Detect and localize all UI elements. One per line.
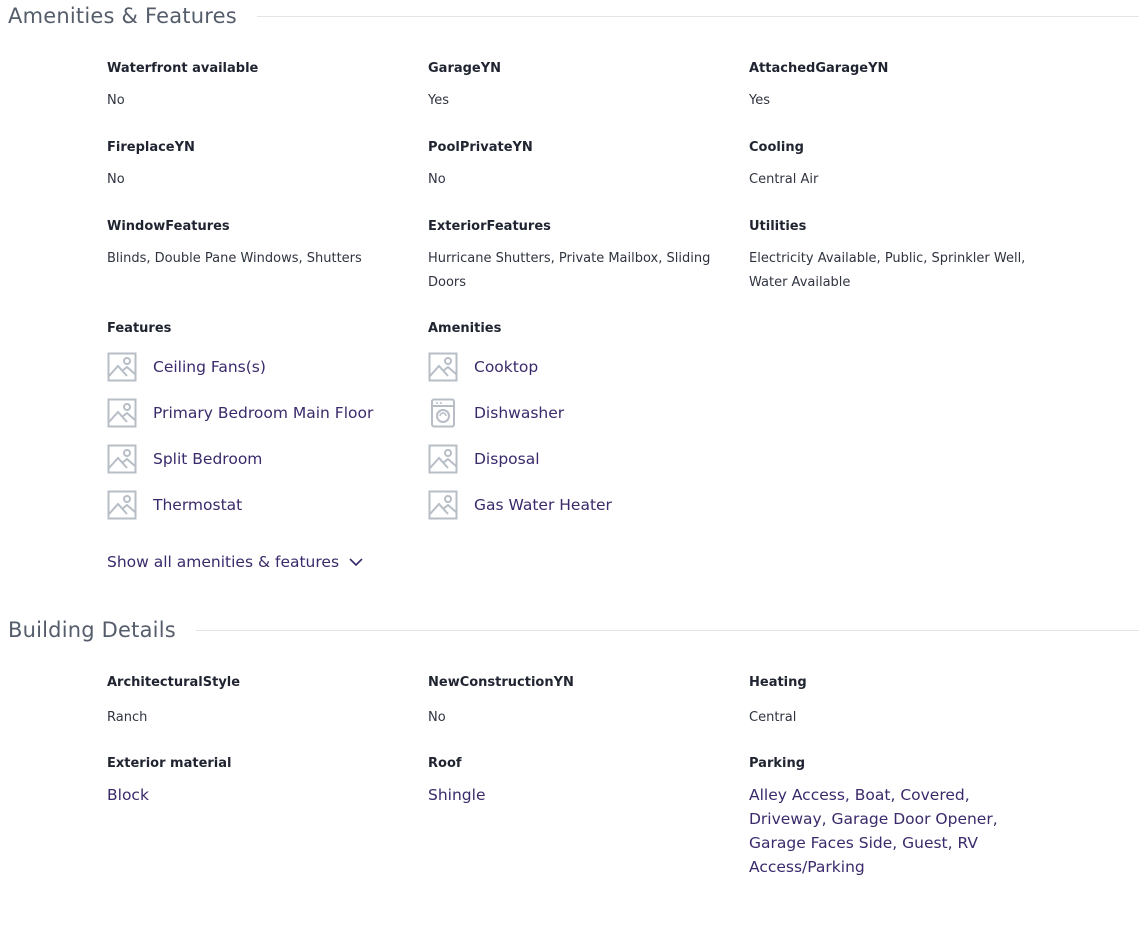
list-item [428, 491, 749, 519]
list-item [428, 445, 749, 473]
exterior-material-link[interactable]: Block [107, 786, 149, 804]
field-label: Heating [749, 675, 807, 690]
field-exterior-features [428, 218, 749, 320]
empty-cell [749, 320, 1070, 537]
field-label: Waterfront available [107, 61, 259, 76]
image-placeholder-icon [107, 352, 137, 382]
amenity-label: Cooktop [474, 358, 539, 376]
image-placeholder-icon [428, 444, 458, 474]
field-label: Utilities [749, 219, 807, 234]
field-waterfront [107, 60, 428, 139]
list-item [428, 399, 749, 427]
field-label: Roof [428, 756, 462, 771]
amenities-list [428, 353, 749, 519]
field-label: PoolPrivateYN [428, 140, 533, 155]
dishwasher-icon [428, 398, 458, 428]
field-value: No [107, 172, 125, 187]
field-label: FireplaceYN [107, 140, 195, 155]
field-label: AttachedGarageYN [749, 61, 889, 76]
field-value: No [428, 172, 446, 187]
field-utilities [749, 218, 1070, 320]
field-label: NewConstructionYN [428, 675, 574, 690]
field-garage [428, 60, 749, 139]
field-value: Central [749, 710, 797, 725]
field-label: GarageYN [428, 61, 502, 76]
list-item [107, 445, 428, 473]
field-value: No [107, 93, 125, 108]
image-placeholder-icon [107, 398, 137, 428]
list-item [107, 491, 428, 519]
field-value: Ranch [107, 710, 148, 725]
section-divider [257, 16, 1139, 17]
amenity-label: Dishwasher [474, 404, 565, 422]
feature-label: Primary Bedroom Main Floor [153, 404, 374, 422]
field-value: Yes [428, 93, 449, 108]
amenity-label: Gas Water Heater [474, 496, 612, 514]
field-exterior-material [107, 755, 428, 879]
amenities-section-title: Amenities & Features [8, 4, 237, 28]
field-value: Hurricane Shutters, Private Mailbox, Sliding Doors [428, 251, 711, 290]
field-label: Cooling [749, 140, 804, 155]
chevron-down-icon [349, 557, 363, 567]
building-field-grid [107, 674, 1070, 879]
amenities-field-grid [107, 60, 1070, 537]
feature-label: Thermostat [153, 496, 243, 514]
features-list-block [107, 320, 428, 537]
features-label: Features [107, 321, 172, 336]
roof-link[interactable]: Shingle [428, 786, 486, 804]
amenities-list-block [428, 320, 749, 537]
feature-label: Ceiling Fans(s) [153, 358, 266, 376]
field-pool-private [428, 139, 749, 218]
field-value: Blinds, Double Pane Windows, Shutters [107, 251, 362, 266]
field-label: ExteriorFeatures [428, 219, 551, 234]
image-placeholder-icon [107, 490, 137, 520]
list-item [428, 353, 749, 381]
building-section-header [8, 618, 1139, 642]
features-list [107, 353, 428, 519]
field-attached-garage [749, 60, 1070, 139]
field-cooling [749, 139, 1070, 218]
image-placeholder-icon [428, 490, 458, 520]
amenities-label: Amenities [428, 321, 502, 336]
amenity-label: Disposal [474, 450, 540, 468]
image-placeholder-icon [428, 352, 458, 382]
field-roof [428, 755, 749, 879]
feature-label: Split Bedroom [153, 450, 263, 468]
field-label: WindowFeatures [107, 219, 230, 234]
field-new-construction [428, 674, 749, 755]
section-divider [196, 630, 1139, 631]
field-label: Parking [749, 756, 806, 771]
amenities-section-header [8, 4, 1139, 28]
field-window-features [107, 218, 428, 320]
field-architectural-style [107, 674, 428, 755]
building-section-title: Building Details [8, 618, 176, 642]
field-parking [749, 755, 1070, 879]
field-value: Yes [749, 93, 770, 108]
field-value: Central Air [749, 172, 819, 187]
list-item [107, 353, 428, 381]
field-heating [749, 674, 1070, 755]
field-value: Electricity Available, Public, Sprinkler Well, Water Available [749, 251, 1026, 290]
field-value: No [428, 710, 446, 725]
show-all-amenities-button[interactable] [107, 553, 363, 571]
field-label: Exterior material [107, 756, 232, 771]
list-item [107, 399, 428, 427]
image-placeholder-icon [107, 444, 137, 474]
field-fireplace [107, 139, 428, 218]
show-all-label: Show all amenities & features [107, 553, 340, 571]
parking-link[interactable]: Alley Access, Boat, Covered, Driveway, Garage Door Opener, Garage Faces Side, Guest, RV Access/Parking [749, 786, 998, 876]
field-label: ArchitecturalStyle [107, 675, 241, 690]
